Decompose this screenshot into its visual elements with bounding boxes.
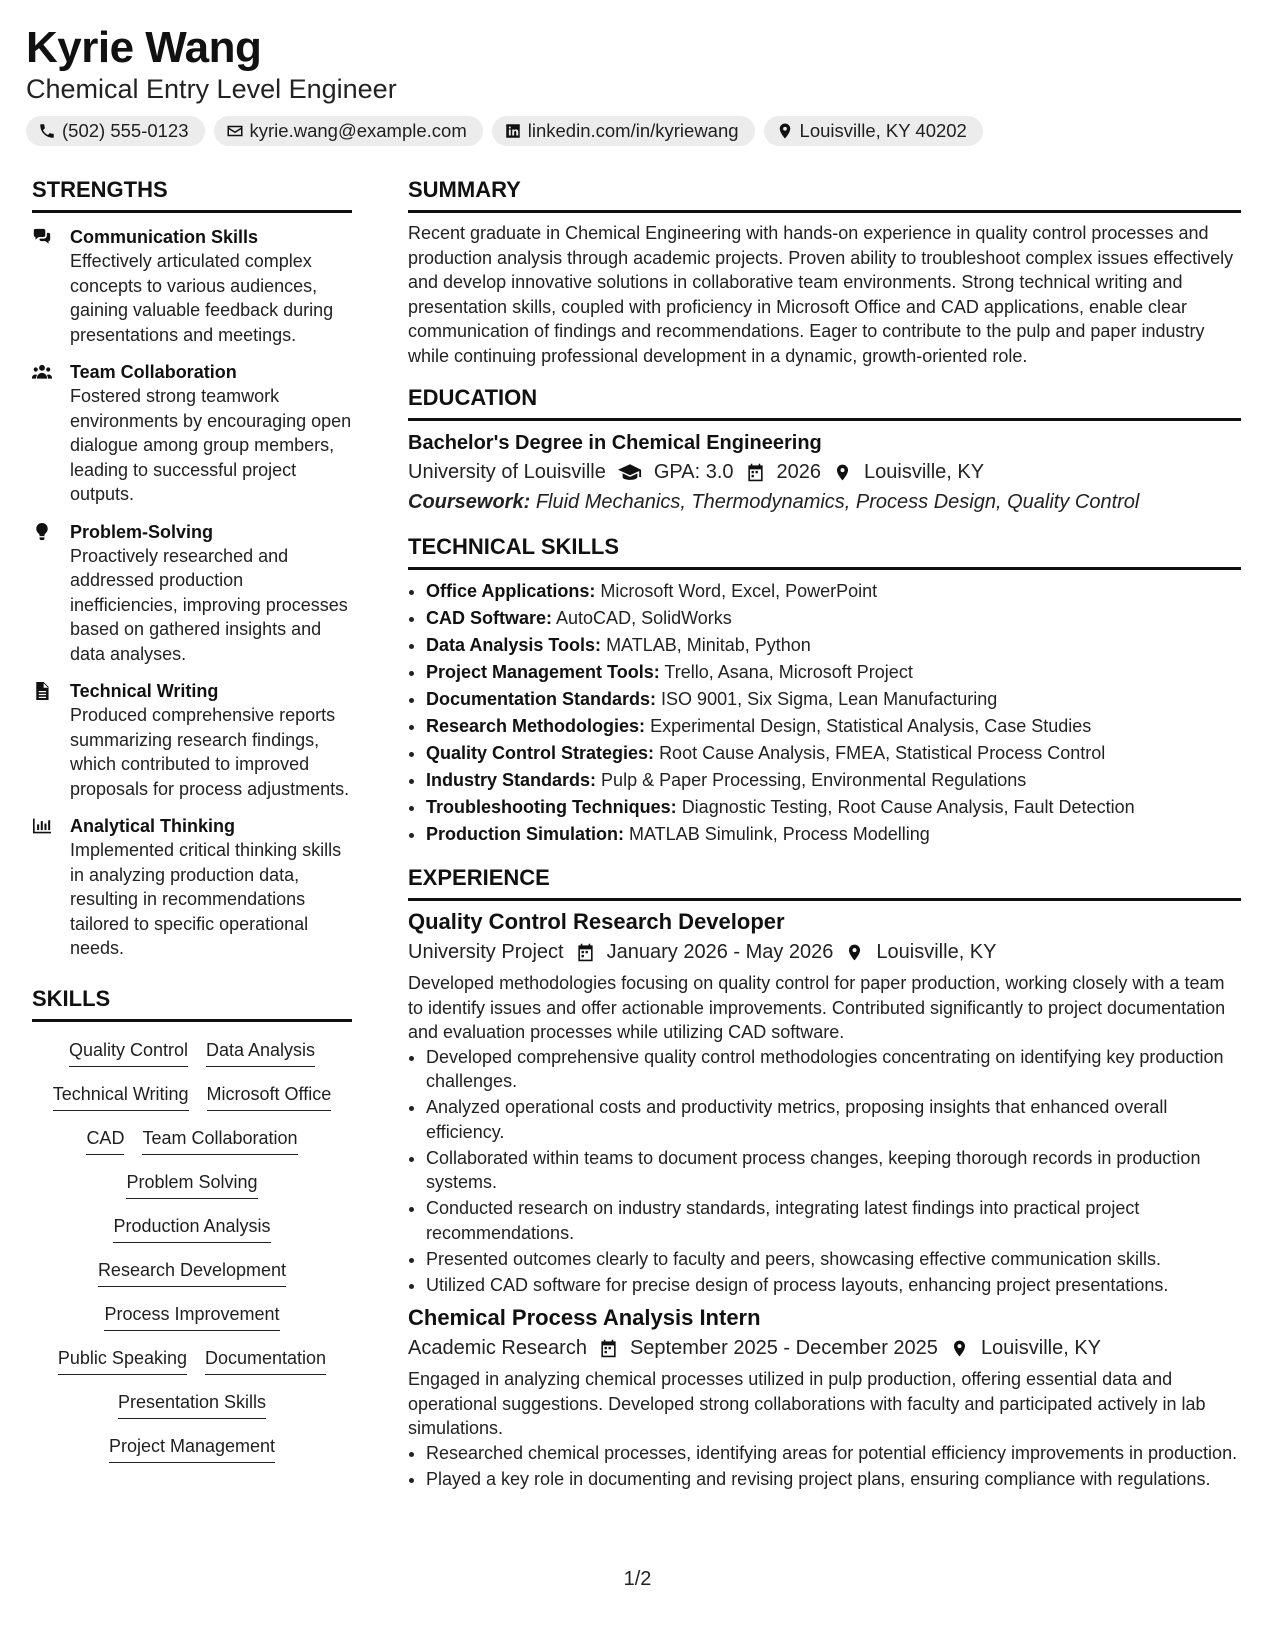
contact-email-text: kyrie.wang@example.com bbox=[249, 120, 467, 141]
page-number: 1/2 bbox=[623, 1568, 652, 1590]
skill-tag: Production Analysis bbox=[113, 1214, 270, 1243]
skill-row bbox=[32, 1294, 352, 1338]
document-icon bbox=[32, 682, 52, 700]
skill-values: Root Cause Analysis, FMEA, Statistical Process Control bbox=[659, 743, 1106, 763]
skill-tag: Problem Solving bbox=[126, 1170, 257, 1199]
candidate-name: Kyrie Wang bbox=[26, 23, 262, 72]
map-pin-icon bbox=[950, 1339, 969, 1358]
contact-location-text: Louisville, KY 40202 bbox=[799, 120, 967, 141]
list-item bbox=[426, 605, 1241, 632]
strength-title: Communication Skills bbox=[70, 227, 259, 247]
skill-category: Office Applications: bbox=[426, 581, 596, 601]
skill-tag: Presentation Skills bbox=[118, 1390, 266, 1419]
list-item: • Utilized CAD software for precise design of process layouts, enhancing project presentations. bbox=[426, 1273, 1241, 1298]
map-pin-icon bbox=[845, 943, 864, 962]
experience-section bbox=[408, 864, 1241, 1491]
candidate-title: Chemical Entry Level Engineer bbox=[26, 74, 397, 104]
job-location: Louisville, KY bbox=[980, 1337, 1101, 1359]
contact-email[interactable] bbox=[214, 116, 483, 146]
job-organization: Academic Research bbox=[408, 1337, 587, 1359]
list-item: • Presented outcomes clearly to faculty and peers, showcasing effective communication skills. bbox=[426, 1247, 1241, 1272]
strength-title: Problem-Solving bbox=[70, 521, 214, 542]
skills-heading: SKILLS bbox=[32, 985, 352, 1022]
resume-header bbox=[26, 22, 1246, 146]
strength-description: Implemented critical thinking skills in analyzing production data, resulting in recommendations tailored to specific operational needs. bbox=[70, 840, 342, 958]
contact-location bbox=[764, 116, 983, 146]
experience-heading: EXPERIENCE bbox=[408, 864, 1241, 901]
skill-values: MATLAB, Minitab, Python bbox=[606, 635, 811, 655]
skill-tag: Documentation bbox=[205, 1346, 326, 1375]
contact-phone[interactable] bbox=[26, 116, 205, 146]
coursework bbox=[408, 487, 1241, 517]
list-item bbox=[426, 740, 1241, 767]
coursework-list: Fluid Mechanics, Thermodynamics, Process Design, Quality Control bbox=[535, 491, 1140, 513]
users-icon bbox=[32, 363, 52, 381]
skill-values: AutoCAD, SolidWorks bbox=[556, 608, 732, 628]
job-entry bbox=[408, 1303, 1241, 1491]
skill-row bbox=[32, 1206, 352, 1250]
phone-icon bbox=[38, 122, 56, 140]
job-meta bbox=[408, 937, 1241, 967]
skill-category: Project Management Tools: bbox=[426, 662, 660, 682]
skill-values: Pulp & Paper Processing, Environmental Regulations bbox=[601, 770, 1027, 790]
strengths-list bbox=[32, 225, 352, 961]
list-item bbox=[426, 713, 1241, 740]
contact-linkedin[interactable] bbox=[492, 116, 755, 146]
strength-item bbox=[32, 360, 352, 507]
summary-text: Recent graduate in Chemical Engineering with hands-on experience in quality control processes and production analysis through academic projects. Proven ability to troubleshoot complex issues effectively and develop innovative solutions in collaborative team environments. Strong technical writing and presentation skills, coupled with proficiency in Microsoft Office and CAD applications, enable clear communication of findings and recommendations. Eager to contribute to the pulp and paper industry while continuing professional development in a dynamic, growth-oriented role. bbox=[408, 223, 1234, 366]
job-meta bbox=[408, 1333, 1241, 1363]
map-pin-icon bbox=[833, 463, 852, 482]
job-title: Chemical Process Analysis Intern bbox=[408, 1305, 761, 1330]
list-item: • Played a key role in documenting and revising project plans, ensuring compliance with regulations. bbox=[426, 1467, 1241, 1492]
graduation-cap-icon bbox=[618, 463, 642, 482]
list-item bbox=[426, 794, 1241, 821]
technical-skills-list bbox=[408, 578, 1241, 848]
skill-values: Trello, Asana, Microsoft Project bbox=[664, 662, 913, 682]
list-item bbox=[426, 632, 1241, 659]
skill-tag: Data Analysis bbox=[206, 1038, 315, 1067]
skill-category: Production Simulation: bbox=[426, 824, 624, 844]
list-item: • Collaborated within teams to document process changes, keeping thorough records in production systems. bbox=[426, 1146, 1241, 1195]
strength-description: Proactively researched and addressed production inefficiencies, improving processes based on gathered insights and data analyses. bbox=[70, 545, 348, 664]
calendar-icon bbox=[576, 943, 595, 962]
list-item: • Researched chemical processes, identifying areas for potential efficiency improvements in production. bbox=[426, 1441, 1241, 1466]
strength-item bbox=[32, 679, 352, 801]
list-item bbox=[426, 767, 1241, 794]
job-organization: University Project bbox=[408, 941, 564, 963]
envelope-icon bbox=[226, 122, 244, 140]
skill-tag: Team Collaboration bbox=[142, 1126, 297, 1155]
skill-tag: Research Development bbox=[98, 1258, 286, 1287]
skill-row bbox=[32, 1162, 352, 1206]
strength-title: Team Collaboration bbox=[70, 362, 237, 382]
job-location: Louisville, KY bbox=[876, 941, 997, 963]
list-item: • Conducted research on industry standards, integrating latest findings into practical project recommendations. bbox=[426, 1196, 1241, 1245]
strength-item bbox=[32, 225, 352, 347]
job-bullets bbox=[408, 1045, 1241, 1298]
skill-tag: Quality Control bbox=[69, 1038, 188, 1067]
strength-description: Fostered strong teamwork environments by encouraging open dialogue among group members, leading to successful project outputs. bbox=[70, 386, 352, 504]
left-column bbox=[32, 176, 352, 1470]
summary-heading: SUMMARY bbox=[408, 176, 1241, 213]
list-item bbox=[426, 578, 1241, 605]
strength-description: Effectively articulated complex concepts to various audiences, gaining valuable feedback during presentations and meetings. bbox=[70, 251, 334, 345]
list-item bbox=[426, 659, 1241, 686]
skill-category: Documentation Standards: bbox=[426, 689, 657, 709]
strength-item bbox=[32, 520, 352, 667]
skill-tag: Microsoft Office bbox=[207, 1082, 332, 1111]
skills-tag-cloud bbox=[32, 1030, 352, 1470]
job-bullets bbox=[408, 1441, 1241, 1492]
strength-title: Analytical Thinking bbox=[70, 816, 236, 836]
job-description: Engaged in analyzing chemical processes utilized in pulp production, offering essential data and operational suggestions. Developed strong collaborations with faculty and participated actively in lab simulations. bbox=[408, 1369, 1206, 1438]
list-item bbox=[426, 821, 1241, 848]
calendar-icon bbox=[599, 1339, 618, 1358]
skill-category: Troubleshooting Techniques: bbox=[426, 797, 677, 817]
list-item: • Analyzed operational costs and productivity metrics, proposing insights that enhanced overall efficiency. bbox=[426, 1095, 1241, 1144]
right-column bbox=[408, 176, 1241, 1493]
gpa: GPA: 3.0 bbox=[653, 461, 734, 483]
strength-description: Produced comprehensive reports summarizing research findings, which contributed to improved proposals for process adjustments. bbox=[70, 705, 350, 799]
calendar-icon bbox=[746, 463, 765, 482]
education-heading: EDUCATION bbox=[408, 384, 1241, 421]
skill-values: ISO 9001, Six Sigma, Lean Manufacturing bbox=[661, 689, 998, 709]
skill-category: CAD Software: bbox=[426, 608, 553, 628]
job-dates: September 2025 - December 2025 bbox=[629, 1337, 938, 1359]
job-title: Quality Control Research Developer bbox=[408, 909, 785, 934]
education-section bbox=[408, 384, 1241, 517]
bar-chart-icon bbox=[32, 817, 52, 835]
job-dates: January 2026 - May 2026 bbox=[606, 941, 834, 963]
map-pin-icon bbox=[776, 122, 794, 140]
skill-row bbox=[32, 1250, 352, 1294]
skill-tag: Public Speaking bbox=[58, 1346, 187, 1375]
skill-category: Industry Standards: bbox=[426, 770, 597, 790]
graduation-year: 2026 bbox=[776, 461, 822, 483]
contact-phone-text: (502) 555-0123 bbox=[62, 120, 189, 141]
job-entry bbox=[408, 907, 1241, 1297]
skill-values: Experimental Design, Statistical Analysis, Case Studies bbox=[650, 716, 1092, 736]
skill-tag: CAD bbox=[86, 1126, 124, 1155]
skill-row bbox=[32, 1426, 352, 1470]
lightbulb-icon bbox=[32, 523, 52, 541]
skill-values: MATLAB Simulink, Process Modelling bbox=[629, 824, 930, 844]
skill-category: Research Methodologies: bbox=[426, 716, 646, 736]
education-meta bbox=[408, 457, 1241, 487]
technical-skills-heading: TECHNICAL SKILLS bbox=[408, 533, 1241, 570]
strength-item bbox=[32, 814, 352, 961]
strength-title: Technical Writing bbox=[70, 681, 219, 701]
technical-skills-section bbox=[408, 533, 1241, 848]
skill-tag: Technical Writing bbox=[53, 1082, 189, 1111]
skill-tag: Project Management bbox=[109, 1434, 275, 1463]
skill-values: Diagnostic Testing, Root Cause Analysis, Fault Detection bbox=[681, 797, 1135, 817]
skill-tag: Process Improvement bbox=[104, 1302, 279, 1331]
school-name: University of Louisville bbox=[408, 461, 606, 483]
strengths-heading: STRENGTHS bbox=[32, 176, 352, 213]
degree-title: Bachelor's Degree in Chemical Engineering bbox=[408, 432, 822, 454]
skill-category: Data Analysis Tools: bbox=[426, 635, 602, 655]
list-item bbox=[426, 686, 1241, 713]
skill-values: Microsoft Word, Excel, PowerPoint bbox=[600, 581, 878, 601]
skill-category: Quality Control Strategies: bbox=[426, 743, 655, 763]
linkedin-icon bbox=[504, 122, 522, 140]
list-item: • Developed comprehensive quality control methodologies concentrating on identifying key production challenges. bbox=[426, 1045, 1241, 1094]
job-description: Developed methodologies focusing on quality control for paper production, working closely with a team to identify issues and offer actionable improvements. Contributed significantly to project documentation and evaluation processes while utilizing CAD software. bbox=[408, 973, 1226, 1042]
coursework-label: Coursework: bbox=[408, 491, 531, 513]
education-location: Louisville, KY bbox=[864, 461, 985, 483]
skill-row bbox=[32, 1382, 352, 1426]
contact-bar bbox=[26, 116, 1246, 146]
contact-linkedin-text: linkedin.com/in/kyriewang bbox=[527, 120, 739, 141]
comments-icon bbox=[32, 228, 52, 246]
